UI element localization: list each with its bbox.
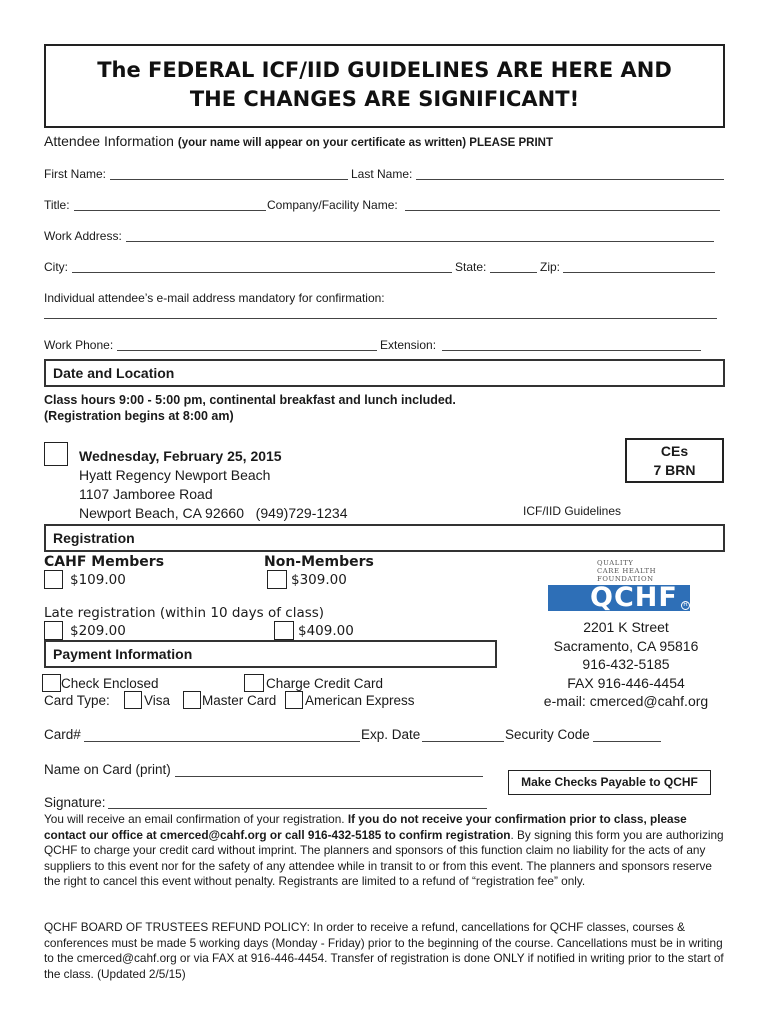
venue-street: 1107 Jamboree Road — [79, 486, 213, 502]
late-members-price: $209.00 — [70, 623, 126, 639]
ces-label: CEs — [660, 443, 689, 459]
work-address-field[interactable] — [126, 241, 714, 242]
mastercard-label: Master Card — [202, 693, 277, 708]
work-phone-label: Work Phone: — [44, 338, 114, 352]
late-nonmembers-checkbox[interactable] — [274, 621, 294, 640]
ces-value: 7 BRN — [653, 462, 696, 478]
amex-checkbox[interactable] — [285, 691, 303, 709]
logo-line-1: QUALITY — [597, 559, 634, 567]
payable-note: Make Checks Payable to QCHF — [508, 770, 711, 795]
exp-date-label: Exp. Date — [361, 727, 421, 742]
email-note: Individual attendee’s e-mail address mandatory for confirmation: — [44, 291, 385, 305]
title-box — [44, 44, 725, 128]
nonmembers-price: $309.00 — [291, 572, 347, 588]
email-field[interactable] — [44, 318, 717, 319]
check-enclosed-checkbox[interactable] — [42, 674, 61, 692]
event-date: Wednesday, February 25, 2015 — [79, 448, 282, 464]
first-name-label: First Name: — [44, 167, 107, 181]
venue-city-phone: Newport Beach, CA 92660 (949)729-1234 — [79, 505, 348, 521]
security-code-label: Security Code — [505, 727, 590, 742]
signature-field[interactable] — [108, 808, 487, 809]
signature-label: Signature: — [44, 795, 106, 810]
city-field[interactable] — [72, 272, 452, 273]
terms-text-b: . By signing this form you are authorizing QCHF to charge your credit card without imprint. The planners and sponsors of this function claim no liability for the acts of any suppliers to this event nor for the safety of any attendee while in transit to or from this event. The planners and sponsors reserve the right to cancel this event without penalty. Registrants are limited to a refund of “registration fee” only. — [44, 827, 724, 889]
contact-email: e-mail: cmerced@cahf.org — [543, 693, 709, 709]
confirmation-terms — [44, 812, 724, 890]
name-on-card-field[interactable] — [175, 776, 483, 777]
security-code-field[interactable] — [593, 741, 661, 742]
state-field[interactable] — [490, 272, 537, 273]
registered-mark-icon: R — [681, 601, 690, 610]
card-number-field[interactable] — [84, 741, 360, 742]
check-enclosed-label: Check Enclosed — [61, 676, 159, 691]
terms-text-a: You will receive an email confirmation of your registration. — [44, 812, 348, 826]
last-name-label: Last Name: — [351, 167, 413, 181]
contact-phone: 916-432-5185 — [582, 656, 670, 672]
card-number-label: Card# — [44, 727, 81, 742]
company-label: Company/Facility Name: — [267, 198, 398, 212]
page-title-line-1: The FEDERAL ICF/IID GUIDELINES ARE HERE AND — [97, 58, 672, 82]
event-date-checkbox[interactable] — [44, 442, 68, 466]
visa-label: Visa — [144, 693, 171, 708]
registration-begins: (Registration begins at 8:00 am) — [44, 409, 234, 423]
last-name-field[interactable] — [416, 179, 724, 180]
extension-field[interactable] — [442, 350, 701, 351]
state-label: State: — [455, 260, 487, 274]
card-type-label: Card Type: — [44, 693, 110, 708]
nonmembers-checkbox[interactable] — [267, 570, 287, 589]
contact-street: 2201 K Street — [583, 619, 669, 635]
members-label: CAHF Members — [44, 554, 165, 570]
title-field[interactable] — [74, 210, 266, 211]
attendee-heading-text: Attendee Information — [44, 133, 174, 149]
attendee-heading — [44, 133, 553, 149]
name-on-card-label: Name on Card (print) — [44, 762, 171, 777]
title-label: Title: — [44, 198, 70, 212]
first-name-field[interactable] — [110, 179, 348, 180]
zip-field[interactable] — [563, 272, 715, 273]
terms-text-bold: If you do not receive your confirmation prior to class, please contact our office at cmerced@cahf.org or call 916-432-5185 to confirm registration — [44, 812, 687, 842]
charge-card-label: Charge Credit Card — [266, 676, 384, 691]
late-members-checkbox[interactable] — [44, 621, 63, 640]
members-checkbox[interactable] — [44, 570, 63, 589]
late-nonmembers-price: $409.00 — [298, 623, 354, 639]
date-location-heading: Date and Location — [44, 359, 725, 387]
charge-card-checkbox[interactable] — [244, 674, 264, 692]
registration-heading: Registration — [44, 524, 725, 552]
contact-fax: FAX 916-446-4454 — [567, 675, 685, 691]
city-label: City: — [44, 260, 68, 274]
logo-line-2: CARE HEALTH — [597, 567, 657, 575]
late-registration-label: Late registration (within 10 days of class) — [44, 605, 325, 621]
visa-checkbox[interactable] — [124, 691, 142, 709]
logo-line-3: FOUNDATION — [597, 575, 654, 583]
page-title-line-2: THE CHANGES ARE SIGNIFICANT! — [189, 87, 580, 111]
attendee-heading-note: (your name will appear on your certificate as written) PLEASE PRINT — [177, 137, 553, 149]
extension-label: Extension: — [380, 338, 437, 352]
payment-heading: Payment Information — [44, 640, 497, 668]
exp-date-field[interactable] — [422, 741, 504, 742]
contact-city: Sacramento, CA 95816 — [553, 638, 699, 654]
amex-label: American Express — [305, 693, 415, 708]
refund-policy: QCHF BOARD OF TRUSTEES REFUND POLICY: In order to receive a refund, cancellations for QCHF classes, courses & conferences must be made 5 working days (Monday - Friday) prior to the beginning of the course. Cancellations must be in writing to the cmerced@cahf.org or via FAX at 916-446-4454. Transfer of registration is done ONLY if notified in writing prior to the start of the class. (Updated 2/5/15) — [44, 920, 724, 981]
work-address-label: Work Address: — [44, 229, 122, 243]
class-hours: Class hours 9:00 - 5:00 pm, continental breakfast and lunch included. — [44, 393, 456, 407]
members-price: $109.00 — [70, 572, 126, 588]
work-phone-field[interactable] — [117, 350, 377, 351]
mastercard-checkbox[interactable] — [183, 691, 201, 709]
qchf-logo-word: QCHF — [590, 582, 678, 613]
nonmembers-label: Non-Members — [264, 554, 374, 570]
ces-box — [625, 438, 724, 483]
zip-label: Zip: — [540, 260, 561, 274]
company-field[interactable] — [405, 210, 720, 211]
venue-name: Hyatt Regency Newport Beach — [79, 467, 271, 483]
course-name: ICF/IID Guidelines — [523, 504, 622, 518]
